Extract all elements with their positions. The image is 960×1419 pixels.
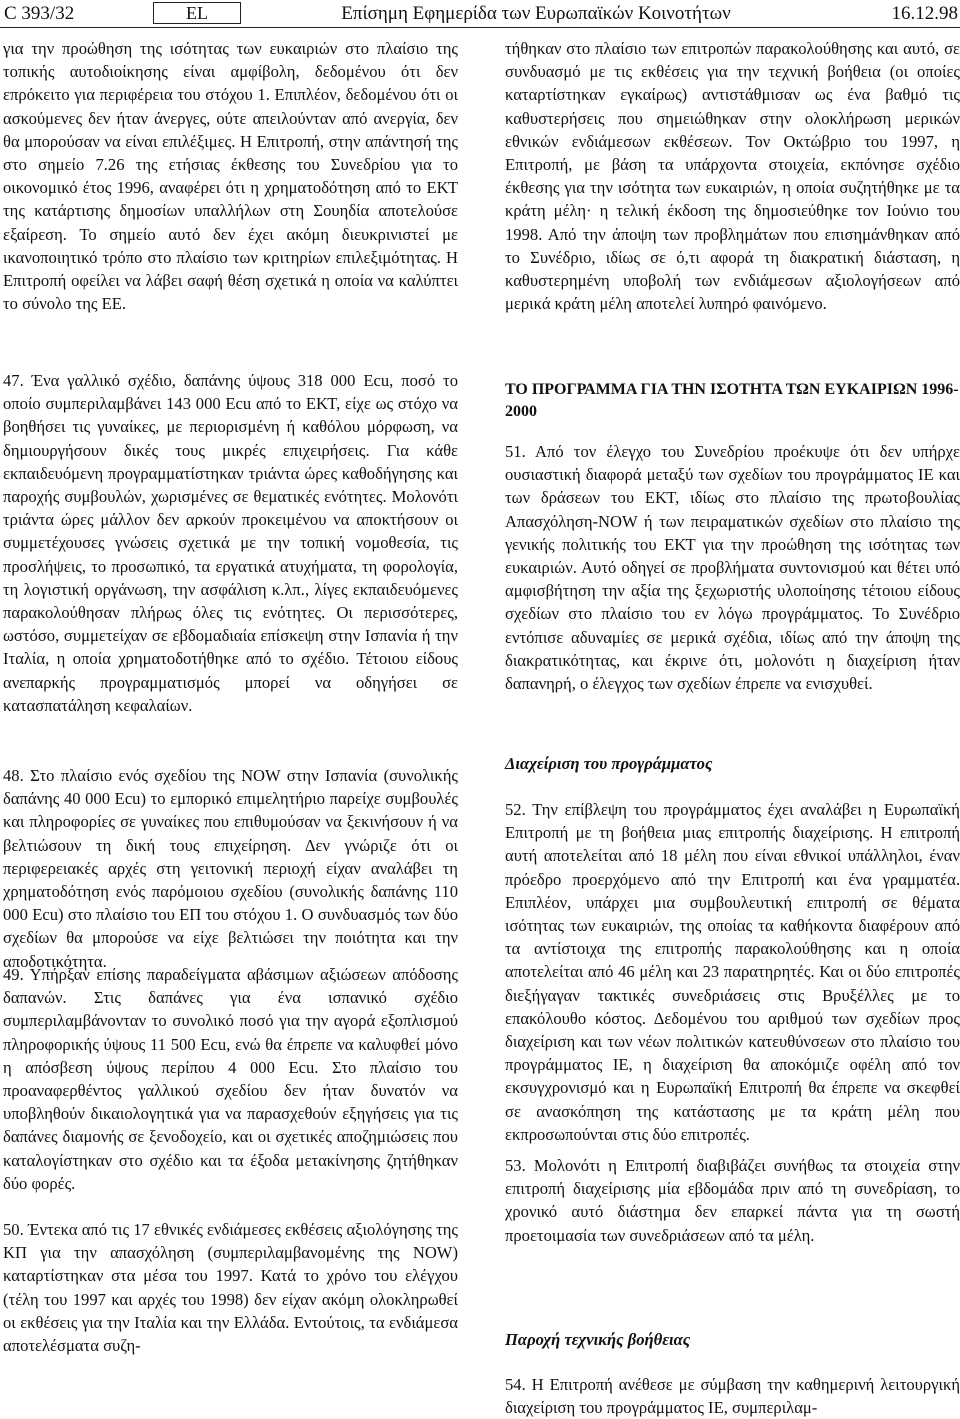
right-paragraph-51 [505, 440, 960, 695]
right-paragraph-continued [505, 37, 960, 315]
paragraph-48: 48. Στο πλαίσιο ενός σχεδίου της NOW στην Ισπανία (συνολικής δαπάνης 40 000 Ecu) το εμπορικό επιμελητήριο παρείχε συμβουλές και πληροφορίες σε γυναίκες που επιθυμούσαν να ξεκινήσουν ή να βελτιώσουν τη δική τους επιχείρηση. Δεν γνώριζε ότι οι περιφερειακές αρχές στη γειτονική περιοχή είχαν αναλάβει τη χρηματοδότηση ενός παρόμοιου σχεδίου (συνολικής δαπάνης 110 000 Ecu) στο πλαίσιο του ΕΠ του στόχου 1. Ο συνδυασμός των δύο σχεδίων θα μπορούσε να είχε βελτιώσει την ποιότητα και την αποδοτικότητα. [3, 766, 458, 971]
right-paragraph-52 [505, 798, 960, 1146]
language-code-box: EL [153, 2, 241, 24]
left-paragraph-47 [3, 369, 458, 717]
left-paragraph-50 [3, 1218, 458, 1357]
paragraph-47: 47. Ένα γαλλικό σχέδιο, δαπάνης ύψους 318 000 Ecu, ποσό το οποίο συμπεριλαμβάνει 143 000 Ecu από το ΕΚΤ, είχε ως στόχο να βοηθήσει τις γυναίκες, με περιορισμένη ή καθόλου μόρφωση, να δημιουργήσουν δικές τους μικρές επιχειρήσεις. Για κάθε εκπαιδευόμενη προγραμματίστηκαν τριάντα ώρες καθοδήγησης και παροχής συμβουλών, χωρισμένες σε θεματικές ενότητες. Μολονότι τριάντα ώρες μάλλον δεν αρκούν προκειμένου να αποκτήσουν οι συμμετέχουσες γνώσεις σχετικά με την τοπική νομοθεσία, τις προσλήψεις, το προσωπικό, τα εργατικά ατυχήματα, τη φορολογία, τη λογιστική οργάνωση, την ασφάλιση κ.λπ., λίγες εκπαιδευόμενες παρακολούθησαν πλήρως όλες τις ενότητες. Οι περισσότερες, ωστόσο, συμμετείχαν σε εβδομαδιαία επίσκεψη στην Ισπανία ή την Ιταλία, η οποία χρηματοδοτήθηκε από το σχέδιο. Τέτοιου είδους ανεπαρκής προγραμματισμός μπορεί να οδηγήσει σε κατασπατάληση κεφαλαίων. [3, 371, 458, 715]
left-paragraph-48 [3, 764, 458, 973]
paragraph-53: 53. Μολονότι η Επιτροπή διαβιβάζει συνήθως τα στοιχεία στην επιτροπή διαχείρισης μία εβδομάδα πριν από τη συνεδρίαση, το χρονικό αυτό διάστημα δεν επαρκεί πάντα για τη σωστή προετοιμασία των συνεδριάσεων από τα μέλη. [505, 1156, 960, 1245]
right-heading-program [505, 379, 960, 423]
paragraph-text: τήθηκαν στο πλαίσιο των επιτροπών παρακολούθησης και αυτό, σε συνδυασμό με τις εκθέσεις για την τεχνική βοήθεια (οι οποίες καταρτίστηκαν εγκαίρως) αντιστάθμισαν ως ένα βαθμό τις καθυστερήσεις που σημειώθηκαν στην ολοκλήρωση μερικών εθνικών ενδιάμεσων εκθέσεων. Τον Οκτώβριο του 1997, η Επιτροπή, με βάση τα υπάρχοντα στοιχεία, εκπόνησε σχέδιο έκθεσης για την ισότητα των ευκαιριών, η οποία συζητήθηκε με τα κράτη μέλη· η τελική έκδοση της δημοσιεύθηκε τον Ιούνιο του 1998. Από την άποψη των προβλημάτων που επισημάνθηκαν από το Συνέδριο, ιδίως σε ό,τι αφορά τη διακρατική διάσταση, η καθυστερημένη υποβολή των ενδιάμεσων αξιολογήσεων από μερικά κράτη μέλη αποτελεί λυπηρό φαινόμενο. [505, 39, 960, 314]
paragraph-text: για την προώθηση της ισότητας των ευκαιριών στο πλαίσιο της τοπικής αυτοδιοίκησης είναι αμφίβολη, δεδομένου ότι δεν επρόκειτο για περιφέρεια του στόχου 1. Επιπλέον, δεδομένου ότι οι ασκούμενες δεν ήταν άνεργες, ούτε απειλούνταν από ανεργία, δεν θα μπορούσαν να είναι επιλέξιμες. Η Επιτροπή, στην απάντησή της στο σημείο 7.26 της ετήσιας έκθεσης του Συνεδρίου για το οικονομικό έτος 1996, αναφέρει ότι η χρηματοδότηση από το ΕΚΤ της κατάρτισης δημοσίων υπαλλήλων στη Σουηδία αποτελούσε εξαίρεση. Το σημείο αυτό δεν έχει ακόμη διευκρινιστεί με ικανοποιητικό τρόπο στο πλαίσιο των κριτηρίων επιλεξιμότητας. Η Επιτροπή οφείλει να λάβει σαφή θέση σχετικά η οποία να καλύπτει το σύνολο της ΕΕ. [3, 39, 458, 314]
journal-title: Επίσημη Εφημερίδα των Ευρωπαϊκών Κοινοτήτων [341, 3, 731, 24]
right-paragraph-54 [505, 1373, 960, 1419]
page-reference: C 393/32 [4, 3, 75, 24]
page-header [0, 0, 960, 28]
paragraph-51: 51. Από τον έλεγχο του Συνεδρίου προέκυψε ότι δεν υπήρχε ουσιαστική διαφορά μεταξύ των σχεδίων του προγράμματος ΙΕ και των δράσεων του ΕΚΤ, ιδίως στο πλαίσιο της πρωτοβουλίας Απασχόληση-NOW ή των πειραματικών σχεδίων στο πλαίσιο της γενικής πολιτικής του ΕΚΤ για την προώθηση της ισότητας των ευκαιριών. Αυτό οδηγεί σε προβλήματα συντονισμού και θέτει υπό αμφισβήτηση την αξία της ξεχωριστής υλοποίησης τέτοιου είδους σχεδίων στο πλαίσιο του εν λόγω προγράμματος. Το Συνέδριο εντόπισε αδυναμίες σε μερικά σχέδια, ιδίως από την άποψη της διακρατικότητας, και έκρινε ότι, μολονότι η διαχείριση ήταν δαπανηρή, ο έλεγχος των σχεδίων έπρεπε να ενισχυθεί. [505, 442, 960, 694]
right-subheading-management [505, 752, 960, 775]
section-heading: ΤΟ ΠΡΟΓΡΑΜΜΑ ΓΙΑ ΤΗΝ ΙΣΟΤΗΤΑ ΤΩΝ ΕΥΚΑΙΡΙΩΝ 1996-2000 [505, 381, 959, 420]
publication-date: 16.12.98 [891, 3, 958, 24]
paragraph-49: 49. Υπήρξαν επίσης παραδείγματα αβάσιμων αξιώσεων απόδοσης δαπανών. Στις δαπάνες για ένα ισπανικό σχέδιο συμπεριλαμβάνονταν το συνολικό ποσό για την αγορά εξοπλισμού πληροφορικής ύψους 11 500 Ecu, ενώ θα έπρεπε να καλυφθεί μόνο η απόσβεση ύψους περίπου 4 000 Ecu. Στο πλαίσιο του προαναφερθέντος γαλλικού σχεδίου δεν ήταν δυνατόν να υποβληθούν δικαιολογητικά για να παρασχεθούν εξηγήσεις για τις δαπάνες διαμονής σε ξενοδοχείο, και οι σχετικές αποζημιώσεις που καταλογίστηκαν στο σχέδιο και τα έξοδα μετακίνησης ζητήθηκαν δύο φορές. [3, 965, 458, 1193]
left-paragraph-continued [3, 37, 458, 315]
paragraph-50: 50. Έντεκα από τις 17 εθνικές ενδιάμεσες εκθέσεις αξιολόγησης της ΚΠ για την απασχόληση (συμπεριλαμβανομένης της NOW) καταρτίστηκαν στα μέσα του 1997. Κατά το χρόνο του ελέγχου (τέλη του 1997 και αρχές του 1998) δεν είχαν ακόμη ολοκληρωθεί οι εκθέσεις για την Ιταλία και την Ελλάδα. Εντούτοις, τα ενδιάμεσα αποτελέσματα συζη- [3, 1220, 458, 1356]
subsection-heading: Παροχή τεχνικής βοήθειας [505, 1330, 691, 1349]
paragraph-54: 54. Η Επιτροπή ανέθεσε με σύμβαση την καθημερινή λειτουργική διαχείριση του προγράμματος ΙΕ, συμπεριλαμ- [505, 1375, 960, 1418]
right-subheading-technical-assistance [505, 1328, 960, 1351]
left-paragraph-49 [3, 963, 458, 1195]
right-paragraph-53 [505, 1154, 960, 1247]
paragraph-52: 52. Την επίβλεψη του προγράμματος έχει αναλάβει η Ευρωπαϊκή Επιτροπή με τη βοήθεια μιας επιτροπής διαχείρισης. Η επιτροπή αυτή αποτελείται από 18 μέλη που είναι εθνικοί υπάλληλοι, έναν πρόεδρο προερχόμενο από την Επιτροπή και ένα γραμματέα. Επιπλέον, υπάρχει μια συμβουλευτική επιτροπή σε θέματα ισότητας των ευκαιριών, της οποίας τα καθήκοντα διαφέρουν από τα αντίστοιχα της επιτροπής παρακολούθησης και η οποία αποτελείται από 46 μέλη και 23 παρατηρητές. Και οι δύο επιτροπές διεξήγαγαν τακτικές συνεδριάσεις στις Βρυξέλλες με το επακόλουθο κόστος. Δεδομένου του αριθμού των σχεδίων προς διαχείριση και των νέων πολιτικών κατευθύνσεων στο πλαίσιο του προγράμματος ΙΕ, η διαχείριση θα αποκόμιζε οφέλη από τον εκσυγχρονισμό και η Ευρωπαϊκή Επιτροπή θα έπρεπε να σκεφθεί σε ανασκόπηση της κατάστασης με τα κράτη μέλη που εκπροσωπούνται στις δύο επιτροπές. [505, 800, 960, 1144]
subsection-heading: Διαχείριση του προγράμματος [505, 754, 713, 773]
